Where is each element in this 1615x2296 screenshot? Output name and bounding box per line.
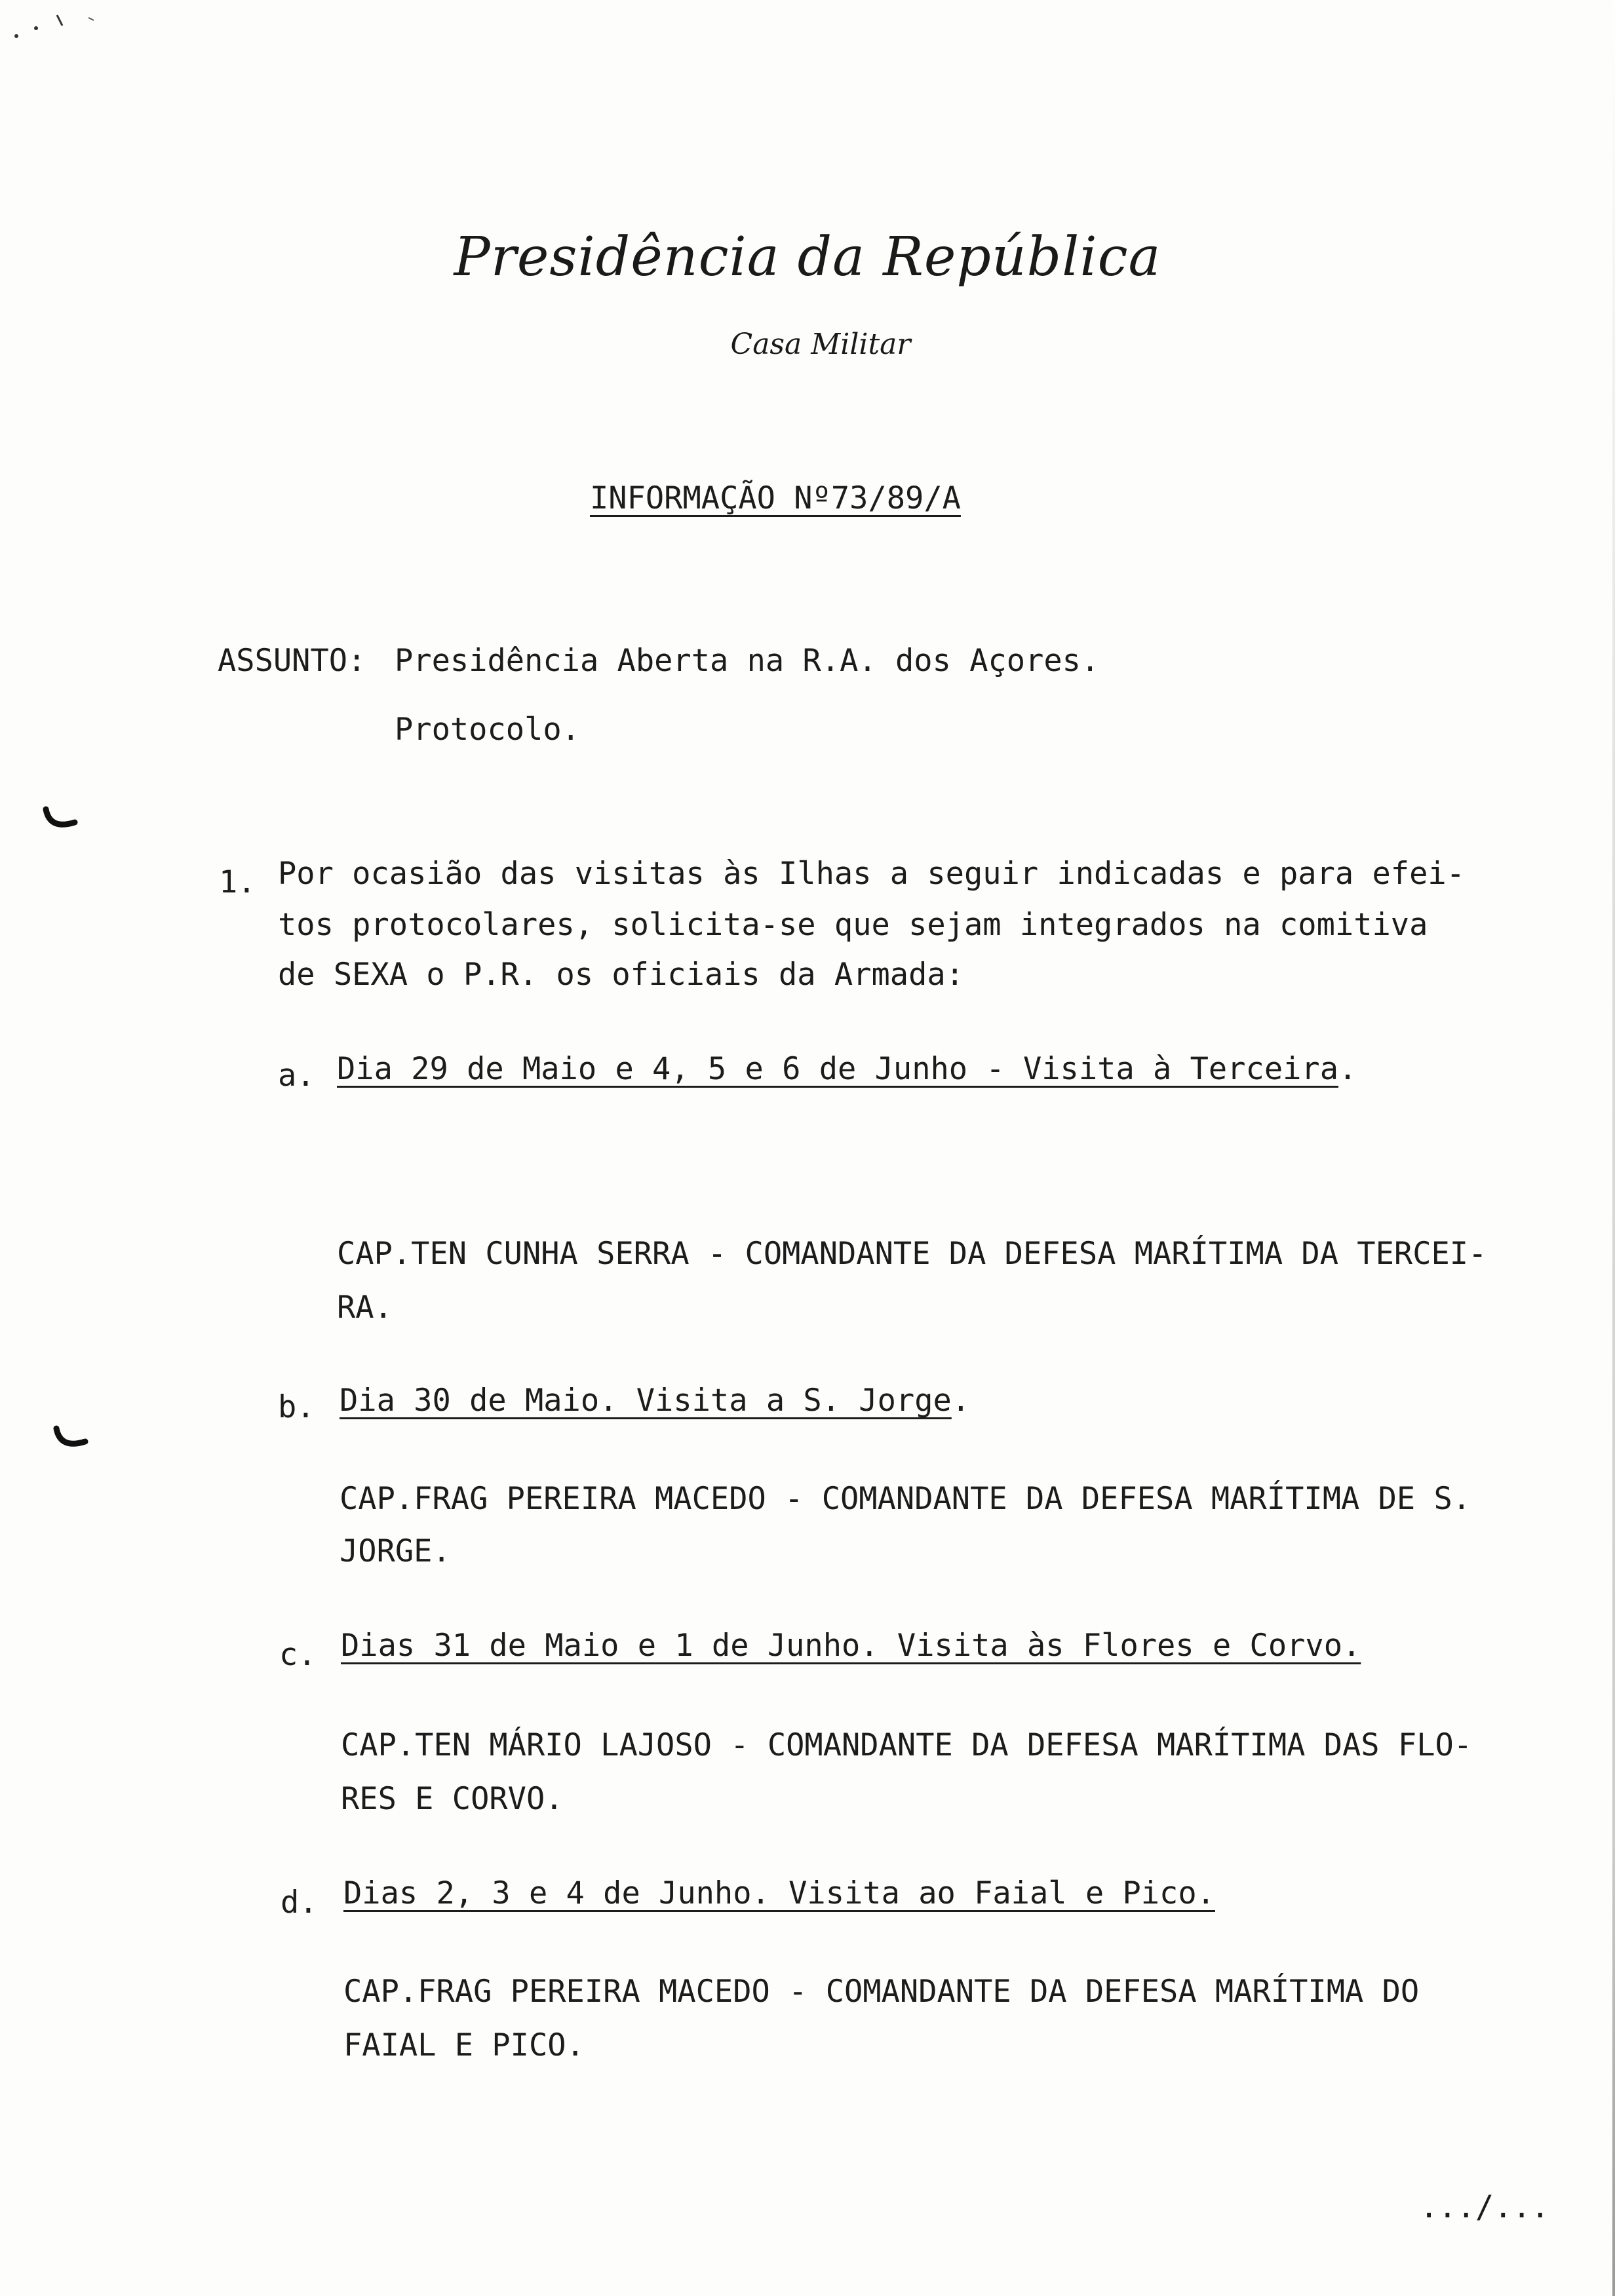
- item-c-heading-text: Dias 31 de Maio e 1 de Junho. Visita às Flores e Corvo.: [341, 1628, 1361, 1664]
- item-d-officer-line-2: FAIAL E PICO.: [343, 2027, 585, 2063]
- item-d-heading-text: Dias 2, 3 e 4 de Junho. Visita ao Faial e Pico.: [343, 1875, 1215, 1911]
- paragraph-number: 1.: [219, 864, 256, 900]
- item-a-heading: [337, 1051, 1357, 1087]
- item-b-heading: [340, 1383, 971, 1419]
- punch-hole-mark-top: [42, 803, 79, 839]
- item-b-letter: b.: [278, 1389, 315, 1425]
- item-c-officer-line-1: CAP.TEN MÁRIO LAJOSO - COMANDANTE DA DEFESA MARÍTIMA DAS FLO-: [341, 1727, 1473, 1763]
- letterhead-title: Presidência da República: [454, 226, 1161, 288]
- item-b-officer-line-1: CAP.FRAG PEREIRA MACEDO - COMANDANTE DA DEFESA MARÍTIMA DE S.: [340, 1481, 1471, 1517]
- subject-line-2: Protocolo.: [395, 712, 580, 748]
- item-d-letter: d.: [281, 1885, 318, 1921]
- item-a-officer-line-1: CAP.TEN CUNHA SERRA - COMANDANTE DA DEFESA MARÍTIMA DA TERCEI-: [337, 1236, 1487, 1272]
- subject-line-1: Presidência Aberta na R.A. dos Açores.: [395, 643, 1100, 679]
- item-b-heading-trail: .: [951, 1383, 971, 1419]
- item-b-heading-text: Dia 30 de Maio. Visita a S. Jorge: [340, 1383, 952, 1419]
- paragraph-line-2: tos protocolares, solicita-se que sejam integrados na comitiva: [278, 907, 1428, 943]
- item-c-heading: [341, 1628, 1361, 1664]
- item-a-heading-trail: .: [1338, 1051, 1357, 1087]
- item-a-officer-line-2: RA.: [337, 1290, 393, 1326]
- subject-label: ASSUNTO:: [218, 643, 366, 679]
- item-a-heading-text: Dia 29 de Maio e 4, 5 e 6 de Junho - Visita à Terceira: [337, 1051, 1339, 1087]
- item-b-officer-line-2: JORGE.: [340, 1533, 451, 1569]
- scan-speck-marks: [3, 3, 102, 43]
- paragraph-line-1: Por ocasião das visitas às Ilhas a seguir indicadas e para efei-: [278, 856, 1465, 892]
- document-number: INFORMAÇÃO Nº73/89/A: [590, 480, 961, 516]
- item-d-heading: [343, 1875, 1215, 1911]
- item-a-letter: a.: [278, 1058, 315, 1094]
- letterhead-subtitle: Casa Militar: [730, 328, 911, 361]
- item-c-letter: c.: [279, 1637, 317, 1673]
- punch-hole-mark-bottom: [52, 1422, 89, 1459]
- paragraph-line-3: de SEXA o P.R. os oficiais da Armada:: [278, 957, 964, 993]
- item-d-officer-line-1: CAP.FRAG PEREIRA MACEDO - COMANDANTE DA DEFESA MARÍTIMA DO: [343, 1974, 1420, 2010]
- continuation-mark: .../...: [1420, 2189, 1550, 2225]
- item-c-officer-line-2: RES E CORVO.: [341, 1781, 564, 1817]
